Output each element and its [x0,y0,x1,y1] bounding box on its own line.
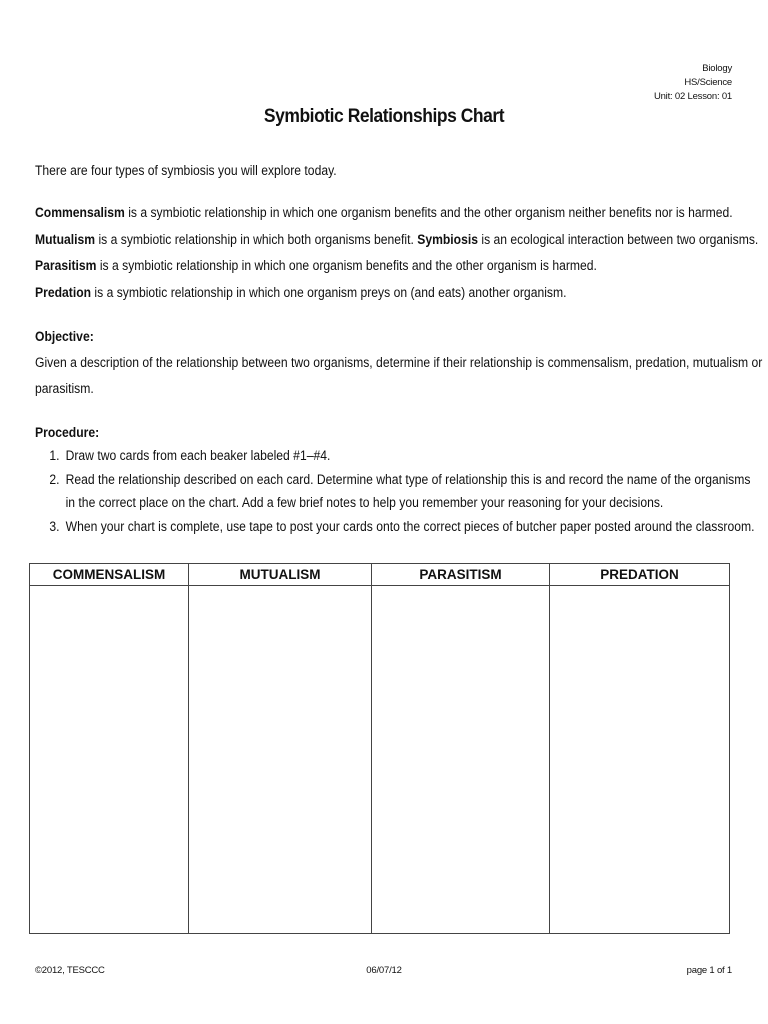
objective-line: parasitism. [35,381,94,396]
column-header-commensalism: COMMENSALISM [30,564,189,586]
term: Commensalism [35,205,125,220]
predation-entry-cell[interactable] [550,586,730,934]
subject-label: Biology [702,63,732,74]
step-number: 1. [49,448,60,463]
parasitism-entry-cell[interactable] [372,586,550,934]
term-symbiosis: Symbiosis [417,231,478,247]
objective-line: Given a description of the relationship between two organisms, determine if their relationship is commensalism, predation, mutualism or [35,355,763,370]
step-text: in the correct place on the chart. Add a few brief notes to help you remember your reasoning for your decisions. [65,495,664,510]
term: Predation [35,284,92,300]
definition-text-symbiosis: is an ecological interaction between two organisms. [477,231,759,247]
step-text: Read the relationship described on each card. Determine what type of relationship this is and record the name of the organisms [65,471,751,487]
chart-header-row [30,564,730,586]
objective-text [35,350,762,402]
step-text: When your chart is complete, use tape to post your cards onto the correct pieces of butcher paper posted around the classroom. [65,518,755,534]
definition-predation [35,280,758,307]
procedure-list [35,444,754,538]
column-header-mutualism: MUTUALISM [189,564,372,586]
definition-parasitism [35,253,758,280]
step-text: Draw two cards from each beaker labeled #1–#4. [65,448,331,463]
course-label: HS/Science [684,77,732,88]
definition-text: is a symbiotic relationship in which one organism benefits and the other organism is harmed. [96,258,597,273]
term: Mutualism [35,231,96,247]
procedure-step [35,468,754,515]
footer-copyright: ©2012, TESCCC [35,965,105,976]
mutualism-entry-cell[interactable] [189,586,372,934]
course-info [654,62,732,104]
column-header-parasitism: PARASITISM [372,564,550,586]
definition-mutualism [35,227,758,254]
page-title: Symbiotic Relationships Chart [263,106,505,127]
chart-entry-row [30,586,730,934]
relationships-chart [29,563,730,934]
footer-page-number: page 1 of 1 [686,965,732,976]
objective-heading: Objective: [35,329,94,344]
unit-lesson-label: Unit: 02 Lesson: 01 [653,91,732,102]
definition-text: is a symbiotic relationship in which one organism benefits and the other organism neither benefits nor is harmed. [124,205,733,220]
definition-text: is a symbiotic relationship in which both organisms benefit. [95,231,418,247]
step-number: 3. [49,518,60,534]
definitions-list [35,200,758,306]
footer-date: 06/07/12 [366,965,402,976]
intro-text: There are four types of symbiosis you will explore today. [35,163,337,178]
procedure-step [35,444,754,468]
term: Parasitism [35,258,97,273]
step-number: 2. [49,471,60,487]
definition-text: is a symbiotic relationship in which one organism preys on (and eats) another organism. [91,284,567,300]
procedure-heading: Procedure: [35,425,100,440]
column-header-predation: PREDATION [550,564,730,586]
commensalism-entry-cell[interactable] [30,586,189,934]
procedure-step [35,515,754,539]
definition-commensalism [35,200,758,227]
